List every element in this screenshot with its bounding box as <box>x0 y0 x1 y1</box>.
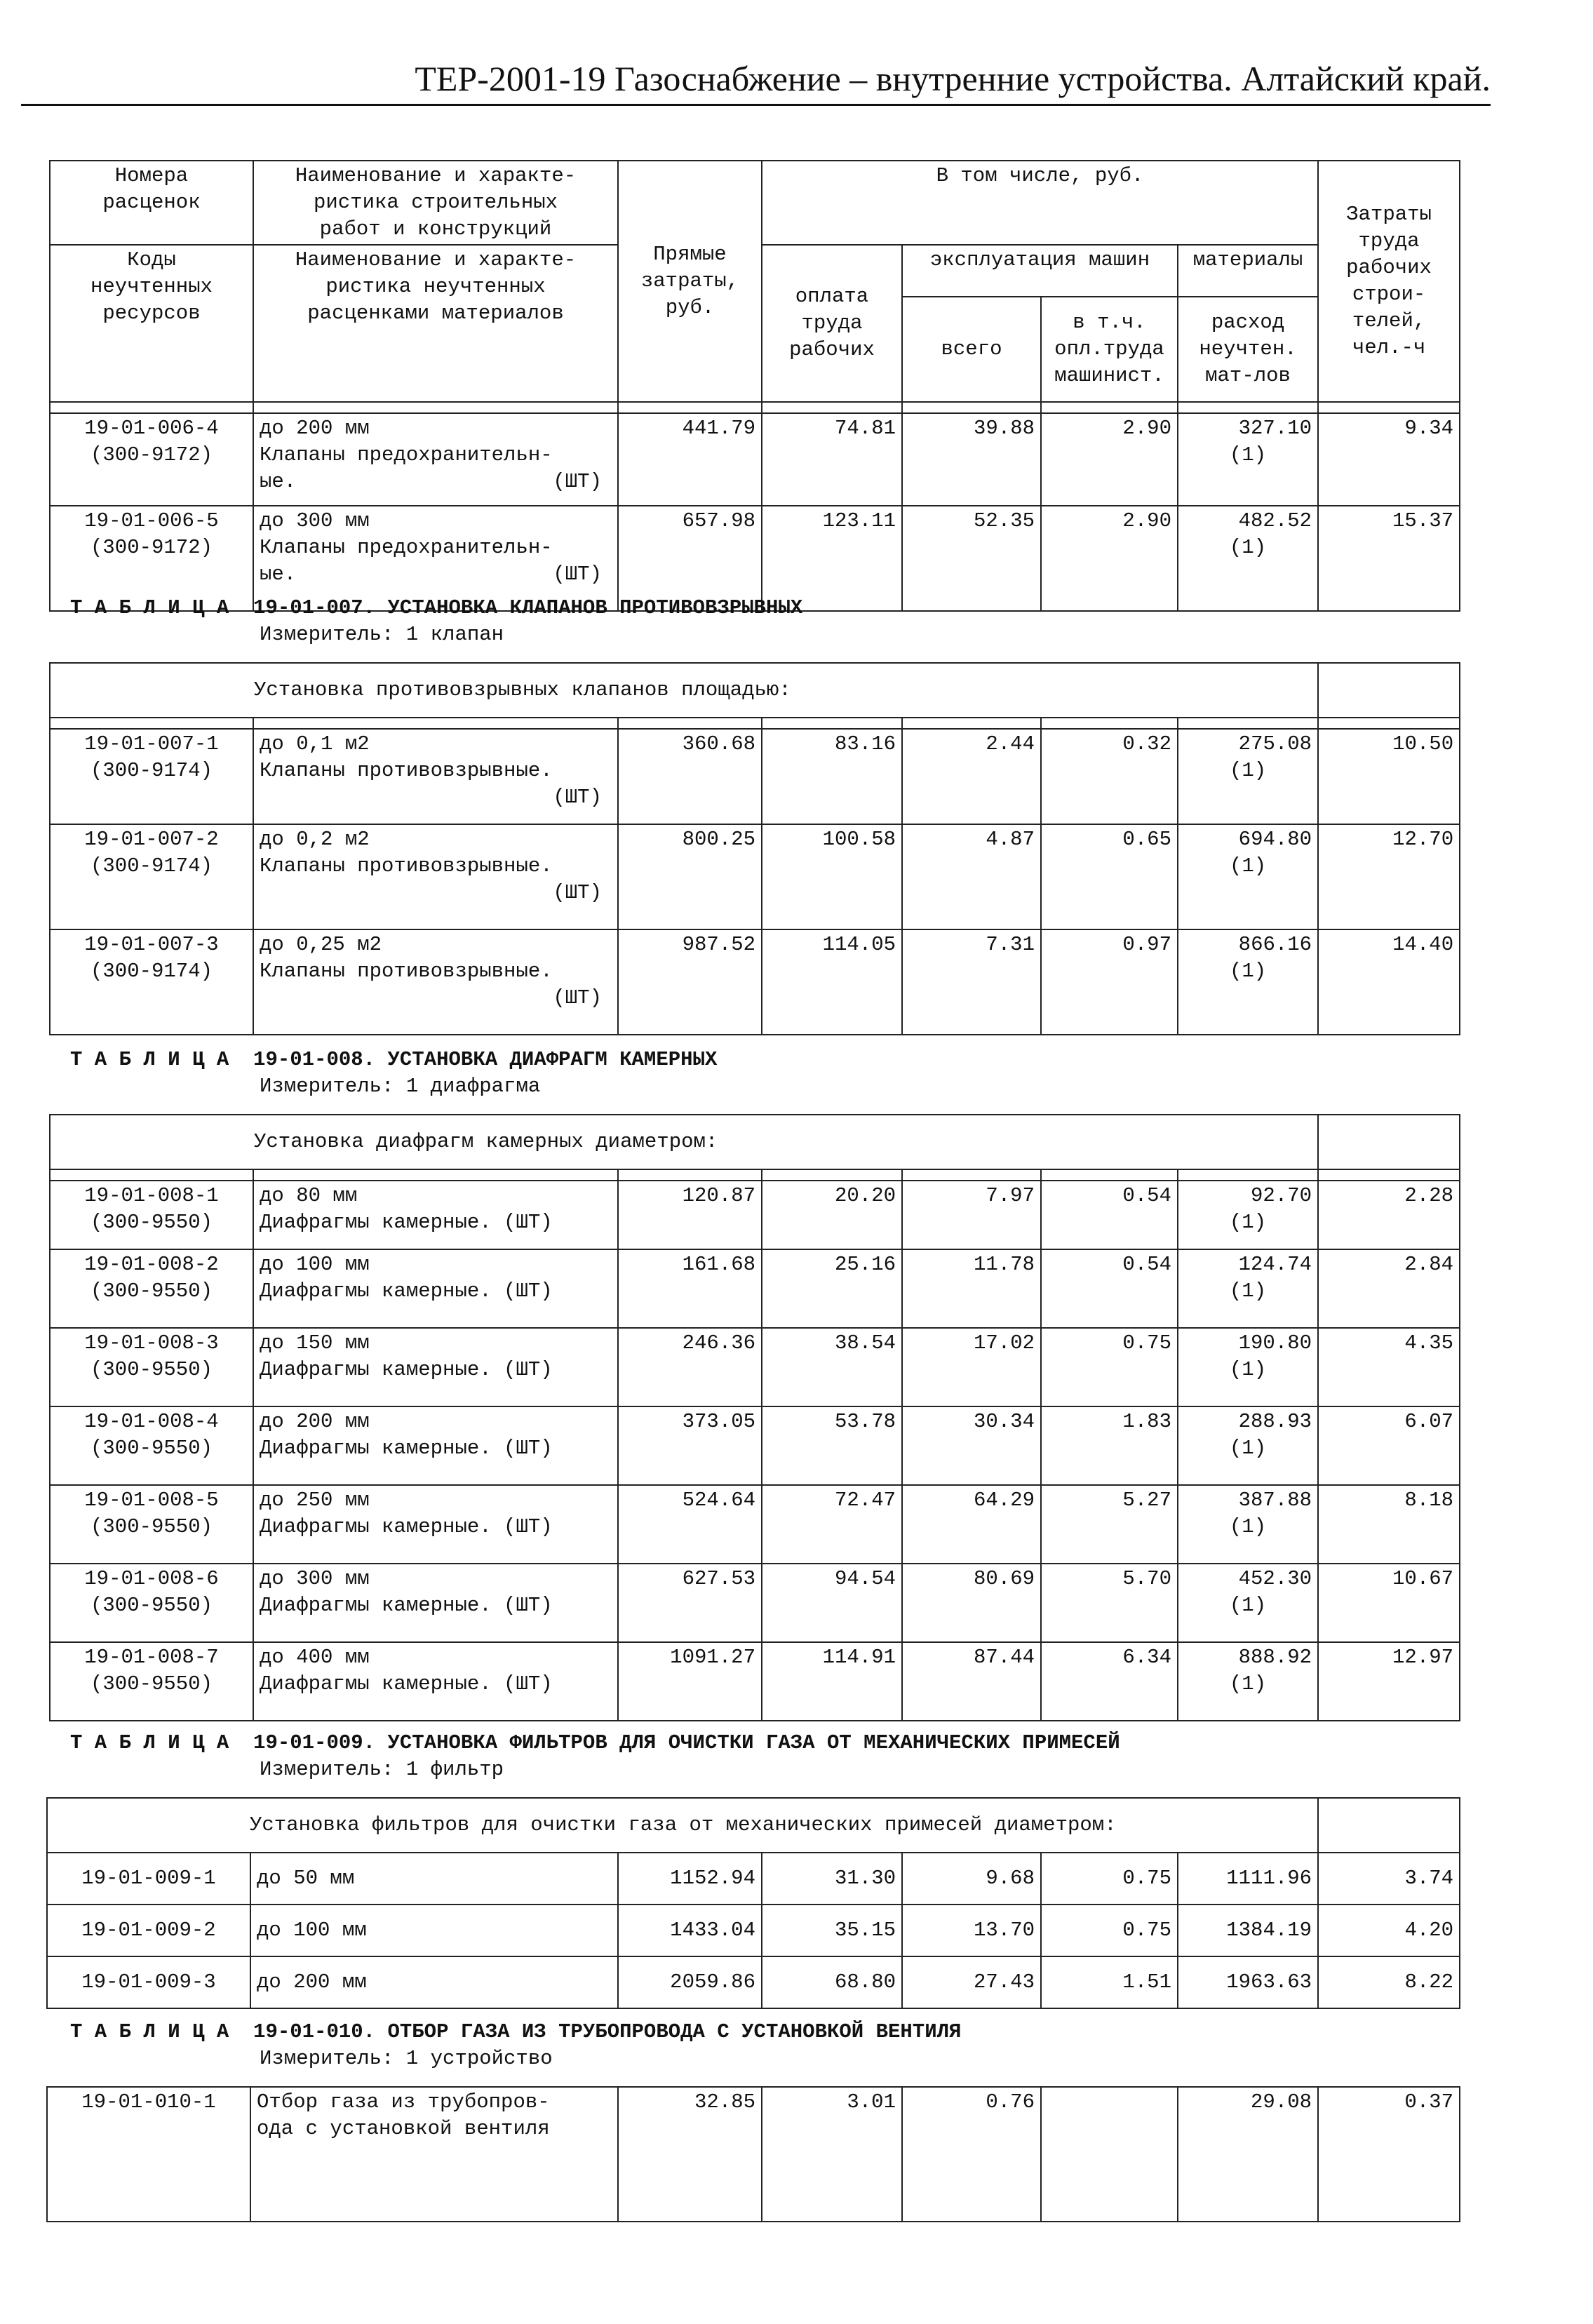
materials-cost: 275.08 <box>1238 732 1312 755</box>
material-name: Клапаны противовзрывные. <box>260 759 553 782</box>
machines-operator-pay: 0.32 <box>1041 729 1178 824</box>
resource-code: (300-9550) <box>90 1672 213 1695</box>
table-title-009: Т А Б Л И Ц А 19-01-009. УСТАНОВКА ФИЛЬТРОВ ДЛЯ ОЧИСТКИ ГАЗА ОТ МЕХАНИЧЕСКИХ ПРИМЕСЕЙ <box>70 1731 1120 1754</box>
table-row <box>50 824 1460 929</box>
resource-code: (300-9174) <box>90 854 213 878</box>
materials-qty: (1) <box>1229 1358 1267 1381</box>
material-unit: (ШТ) <box>553 470 602 493</box>
table-row <box>50 1328 1460 1406</box>
labor-pay: 94.54 <box>762 1564 902 1642</box>
materials-cost: 288.93 <box>1238 1410 1312 1433</box>
labor-hours: 4.20 <box>1318 1905 1460 1956</box>
rate-code: 19-01-008-7 <box>84 1646 219 1669</box>
head-machines: эксплуатация машин <box>902 245 1178 297</box>
materials-cost: 190.80 <box>1238 1331 1312 1355</box>
head-name: Наименование и характе- ристика строительных работ и конструкций <box>253 161 618 245</box>
labor-pay: 100.58 <box>762 824 902 929</box>
labor-pay: 123.11 <box>762 506 902 611</box>
labor-pay: 83.16 <box>762 729 902 824</box>
resource-code: (300-9174) <box>90 960 213 983</box>
table-19-01-008 <box>49 1114 1460 1721</box>
resource-code: (300-9550) <box>90 1515 213 1538</box>
labor-pay: 25.16 <box>762 1249 902 1328</box>
materials-cost: 888.92 <box>1238 1646 1312 1669</box>
materials-cost: 124.74 <box>1238 1253 1312 1276</box>
machines-total: 87.44 <box>902 1642 1041 1721</box>
labor-hours: 2.84 <box>1318 1249 1460 1328</box>
table-subtitle: Установка фильтров для очистки газа от механических примесей диаметром: <box>47 1798 1318 1853</box>
page-header: ТЕР-2001-19 Газоснабжение – внутренние устройства. Алтайский край. <box>21 56 1491 106</box>
labor-hours: 6.07 <box>1318 1406 1460 1485</box>
table-row <box>50 413 1460 506</box>
direct-cost: 120.87 <box>618 1181 762 1249</box>
table-unit-007: Измеритель: 1 клапан <box>260 623 504 646</box>
materials-cost: 387.88 <box>1238 1489 1312 1512</box>
machines-total: 39.88 <box>902 413 1041 506</box>
head-direct: Прямые затраты, руб. <box>618 161 762 402</box>
machines-total: 2.44 <box>902 729 1041 824</box>
labor-pay: 20.20 <box>762 1181 902 1249</box>
labor-pay: 31.30 <box>762 1853 902 1905</box>
resource-code: (300-9550) <box>90 1358 213 1381</box>
work-name: до 300 мм <box>260 509 370 532</box>
rate-code: 19-01-008-4 <box>84 1410 219 1433</box>
labor-pay: 72.47 <box>762 1485 902 1564</box>
table-unit-010: Измеритель: 1 устройство <box>260 2047 553 2070</box>
direct-cost: 800.25 <box>618 824 762 929</box>
materials-cost: 1963.63 <box>1178 1956 1318 2008</box>
labor-hours: 10.50 <box>1318 729 1460 824</box>
machines-total: 13.70 <box>902 1905 1041 1956</box>
rate-code: 19-01-008-1 <box>84 1184 219 1207</box>
resource-code: (300-9550) <box>90 1211 213 1234</box>
material-name: Диафрагмы камерные. (ШТ) <box>260 1594 553 1617</box>
table-row <box>47 1956 1460 2008</box>
materials-cost: 482.52 <box>1238 509 1312 532</box>
table-row <box>50 1249 1460 1328</box>
table-row <box>50 1181 1460 1249</box>
direct-cost: 246.36 <box>618 1328 762 1406</box>
materials-cost: 866.16 <box>1238 933 1312 956</box>
direct-cost: 657.98 <box>618 506 762 611</box>
head-machines-total: всего <box>902 297 1041 402</box>
machines-total: 27.43 <box>902 1956 1041 2008</box>
labor-hours: 15.37 <box>1318 506 1460 611</box>
machines-operator-pay: 0.54 <box>1041 1249 1178 1328</box>
head-machines-incl: в т.ч. опл.труда машинист. <box>1041 297 1178 402</box>
material-name: Диафрагмы камерные. (ШТ) <box>260 1279 553 1303</box>
rate-code: 19-01-008-2 <box>84 1253 219 1276</box>
materials-cost: 452.30 <box>1238 1567 1312 1590</box>
labor-pay: 68.80 <box>762 1956 902 2008</box>
work-name: до 50 мм <box>250 1853 618 1905</box>
work-name: до 80 мм <box>260 1184 358 1207</box>
table-subtitle: Установка противовзрывных клапанов площадью: <box>50 663 1318 718</box>
rate-code: 19-01-009-2 <box>47 1905 250 1956</box>
table-19-01-007 <box>49 662 1460 1035</box>
rate-code: 19-01-008-3 <box>84 1331 219 1355</box>
work-name: до 200 мм <box>260 1410 370 1433</box>
table-row <box>47 1853 1460 1905</box>
machines-total: 9.68 <box>902 1853 1041 1905</box>
resource-code: (300-9550) <box>90 1437 213 1460</box>
machines-operator-pay: 5.70 <box>1041 1564 1178 1642</box>
table-row <box>50 1642 1460 1721</box>
machines-total: 30.34 <box>902 1406 1041 1485</box>
machines-operator-pay: 5.27 <box>1041 1485 1178 1564</box>
machines-operator-pay: 1.83 <box>1041 1406 1178 1485</box>
head-codes: Номера расценок <box>50 161 253 245</box>
table-row <box>50 1564 1460 1642</box>
machines-total: 7.31 <box>902 929 1041 1035</box>
work-name: до 0,1 м2 <box>260 732 370 755</box>
materials-cost: 694.80 <box>1238 828 1312 851</box>
labor-pay: 74.81 <box>762 413 902 506</box>
machines-total: 17.02 <box>902 1328 1041 1406</box>
direct-cost: 2059.86 <box>618 1956 762 2008</box>
materials-qty: (1) <box>1229 1437 1267 1460</box>
machines-total: 52.35 <box>902 506 1041 611</box>
labor-hours: 4.35 <box>1318 1328 1460 1406</box>
materials-qty: (1) <box>1229 854 1267 878</box>
work-name: до 250 мм <box>260 1489 370 1512</box>
machines-operator-pay: 0.75 <box>1041 1328 1178 1406</box>
resource-code: (300-9172) <box>90 443 213 466</box>
work-name: до 0,2 м2 <box>260 828 370 851</box>
machines-total: 4.87 <box>902 824 1041 929</box>
labor-hours: 12.70 <box>1318 824 1460 929</box>
table-title-007: Т А Б Л И Ц А 19-01-007. УСТАНОВКА КЛАПАНОВ ПРОТИВОВЗРЫВНЫХ <box>70 596 803 619</box>
materials-cost: 1384.19 <box>1178 1905 1318 1956</box>
head-labor-pay: оплата труда рабочих <box>762 245 902 402</box>
rate-code: 19-01-006-5 <box>84 509 219 532</box>
work-name: до 300 мм <box>260 1567 370 1590</box>
rate-code: 19-01-009-1 <box>47 1853 250 1905</box>
head-labor: Затраты труда рабочих строи- телей, чел.-ч <box>1318 161 1460 402</box>
machines-operator-pay: 0.54 <box>1041 1181 1178 1249</box>
rate-code: 19-01-010-1 <box>47 2087 250 2222</box>
direct-cost: 373.05 <box>618 1406 762 1485</box>
direct-cost: 987.52 <box>618 929 762 1035</box>
machines-operator-pay: 0.97 <box>1041 929 1178 1035</box>
table-19-01-006 <box>49 160 1460 612</box>
machines-total: 0.76 <box>902 2087 1041 2222</box>
work-name: до 150 мм <box>260 1331 370 1355</box>
direct-cost: 441.79 <box>618 413 762 506</box>
material-name: Диафрагмы камерные. (ШТ) <box>260 1437 553 1460</box>
material-name: Диафрагмы камерные. (ШТ) <box>260 1515 553 1538</box>
materials-qty: (1) <box>1229 1594 1267 1617</box>
direct-cost: 32.85 <box>618 2087 762 2222</box>
machines-operator-pay: 2.90 <box>1041 506 1178 611</box>
labor-hours: 0.37 <box>1318 2087 1460 2222</box>
machines-operator-pay: 1.51 <box>1041 1956 1178 2008</box>
rate-code: 19-01-008-5 <box>84 1489 219 1512</box>
table-19-01-010 <box>46 2086 1460 2222</box>
machines-operator-pay: 0.75 <box>1041 1853 1178 1905</box>
work-name: до 0,25 м2 <box>260 933 382 956</box>
head-name-unacc: Наименование и характе- ристика неучтенных расценками материалов <box>253 245 618 402</box>
material-name: Клапаны предохранительн- ые. <box>260 536 553 586</box>
material-name: Диафрагмы камерные. (ШТ) <box>260 1358 553 1381</box>
table-19-01-009 <box>46 1797 1460 2009</box>
material-name: Клапаны противовзрывные. <box>260 854 553 878</box>
machines-total: 64.29 <box>902 1485 1041 1564</box>
labor-hours: 10.67 <box>1318 1564 1460 1642</box>
machines-operator-pay: 0.75 <box>1041 1905 1178 1956</box>
head-materials-unacc: расход неучтен. мат-лов <box>1178 297 1318 402</box>
machines-total: 11.78 <box>902 1249 1041 1328</box>
material-name: Клапаны предохранительн- ые. <box>260 443 553 493</box>
work-name: до 400 мм <box>260 1646 370 1669</box>
labor-pay: 53.78 <box>762 1406 902 1485</box>
machines-operator-pay: 0.65 <box>1041 824 1178 929</box>
table-unit-008: Измеритель: 1 диафрагма <box>260 1075 541 1098</box>
direct-cost: 1152.94 <box>618 1853 762 1905</box>
labor-pay: 38.54 <box>762 1328 902 1406</box>
labor-hours: 3.74 <box>1318 1853 1460 1905</box>
work-name: до 100 мм <box>260 1253 370 1276</box>
materials-qty: (1) <box>1229 536 1267 559</box>
table-title-008: Т А Б Л И Ц А 19-01-008. УСТАНОВКА ДИАФРАГМ КАМЕРНЫХ <box>70 1048 718 1071</box>
labor-hours: 8.18 <box>1318 1485 1460 1564</box>
resource-code: (300-9174) <box>90 759 213 782</box>
materials-qty: (1) <box>1229 759 1267 782</box>
material-name: Диафрагмы камерные. (ШТ) <box>260 1672 553 1695</box>
table-title-010: Т А Б Л И Ц А 19-01-010. ОТБОР ГАЗА ИЗ ТРУБОПРОВОДА С УСТАНОВКОЙ ВЕНТИЛЯ <box>70 2020 962 2043</box>
direct-cost: 627.53 <box>618 1564 762 1642</box>
head-incl: В том числе, руб. <box>762 161 1318 245</box>
labor-hours: 8.22 <box>1318 1956 1460 2008</box>
labor-pay: 3.01 <box>762 2087 902 2222</box>
material-unit: (ШТ) <box>553 881 602 904</box>
machines-operator-pay: 6.34 <box>1041 1642 1178 1721</box>
direct-cost: 1091.27 <box>618 1642 762 1721</box>
direct-cost: 360.68 <box>618 729 762 824</box>
table-row <box>50 729 1460 824</box>
table-row <box>50 1485 1460 1564</box>
machines-total: 7.97 <box>902 1181 1041 1249</box>
table-row <box>50 929 1460 1035</box>
materials-cost: 92.70 <box>1251 1184 1312 1207</box>
machines-operator-pay: 2.90 <box>1041 413 1178 506</box>
rate-code: 19-01-007-3 <box>84 933 219 956</box>
head-codes-unacc: Коды неучтенных ресурсов <box>50 245 253 402</box>
work-name: до 200 мм <box>260 417 370 440</box>
table-row <box>50 1406 1460 1485</box>
labor-pay: 35.15 <box>762 1905 902 1956</box>
material-unit: (ШТ) <box>553 986 602 1009</box>
work-name: до 200 мм <box>250 1956 618 2008</box>
rate-code: 19-01-007-1 <box>84 732 219 755</box>
materials-cost: 29.08 <box>1178 2087 1318 2222</box>
materials-qty: (1) <box>1229 1515 1267 1538</box>
machines-operator-pay <box>1041 2087 1178 2222</box>
material-unit: (ШТ) <box>553 786 602 809</box>
materials-qty: (1) <box>1229 1211 1267 1234</box>
table-unit-009: Измеритель: 1 фильтр <box>260 1758 504 1781</box>
resource-code: (300-9550) <box>90 1594 213 1617</box>
labor-pay: 114.91 <box>762 1642 902 1721</box>
rate-code: 19-01-007-2 <box>84 828 219 851</box>
materials-qty: (1) <box>1229 960 1267 983</box>
labor-hours: 2.28 <box>1318 1181 1460 1249</box>
materials-cost: 1111.96 <box>1178 1853 1318 1905</box>
material-unit: (ШТ) <box>553 563 602 586</box>
labor-hours: 12.97 <box>1318 1642 1460 1721</box>
direct-cost: 161.68 <box>618 1249 762 1328</box>
table-row <box>47 2087 1460 2222</box>
direct-cost: 1433.04 <box>618 1905 762 1956</box>
labor-hours: 9.34 <box>1318 413 1460 506</box>
rate-code: 19-01-009-3 <box>47 1956 250 2008</box>
labor-pay: 114.05 <box>762 929 902 1035</box>
work-name: Отбор газа из трубопров- ода с установкой вентиля <box>250 2087 618 2222</box>
materials-qty: (1) <box>1229 1672 1267 1695</box>
head-materials: материалы <box>1178 245 1318 297</box>
resource-code: (300-9550) <box>90 1279 213 1303</box>
materials-qty: (1) <box>1229 1279 1267 1303</box>
direct-cost: 524.64 <box>618 1485 762 1564</box>
labor-hours: 14.40 <box>1318 929 1460 1035</box>
rate-code: 19-01-008-6 <box>84 1567 219 1590</box>
rate-code: 19-01-006-4 <box>84 417 219 440</box>
materials-cost: 327.10 <box>1238 417 1312 440</box>
work-name: до 100 мм <box>250 1905 618 1956</box>
table-subtitle: Установка диафрагм камерных диаметром: <box>50 1115 1318 1169</box>
material-name: Клапаны противовзрывные. <box>260 960 553 983</box>
resource-code: (300-9172) <box>90 536 213 559</box>
materials-qty: (1) <box>1229 443 1267 466</box>
machines-total: 80.69 <box>902 1564 1041 1642</box>
material-name: Диафрагмы камерные. (ШТ) <box>260 1211 553 1234</box>
table-row <box>47 1905 1460 1956</box>
